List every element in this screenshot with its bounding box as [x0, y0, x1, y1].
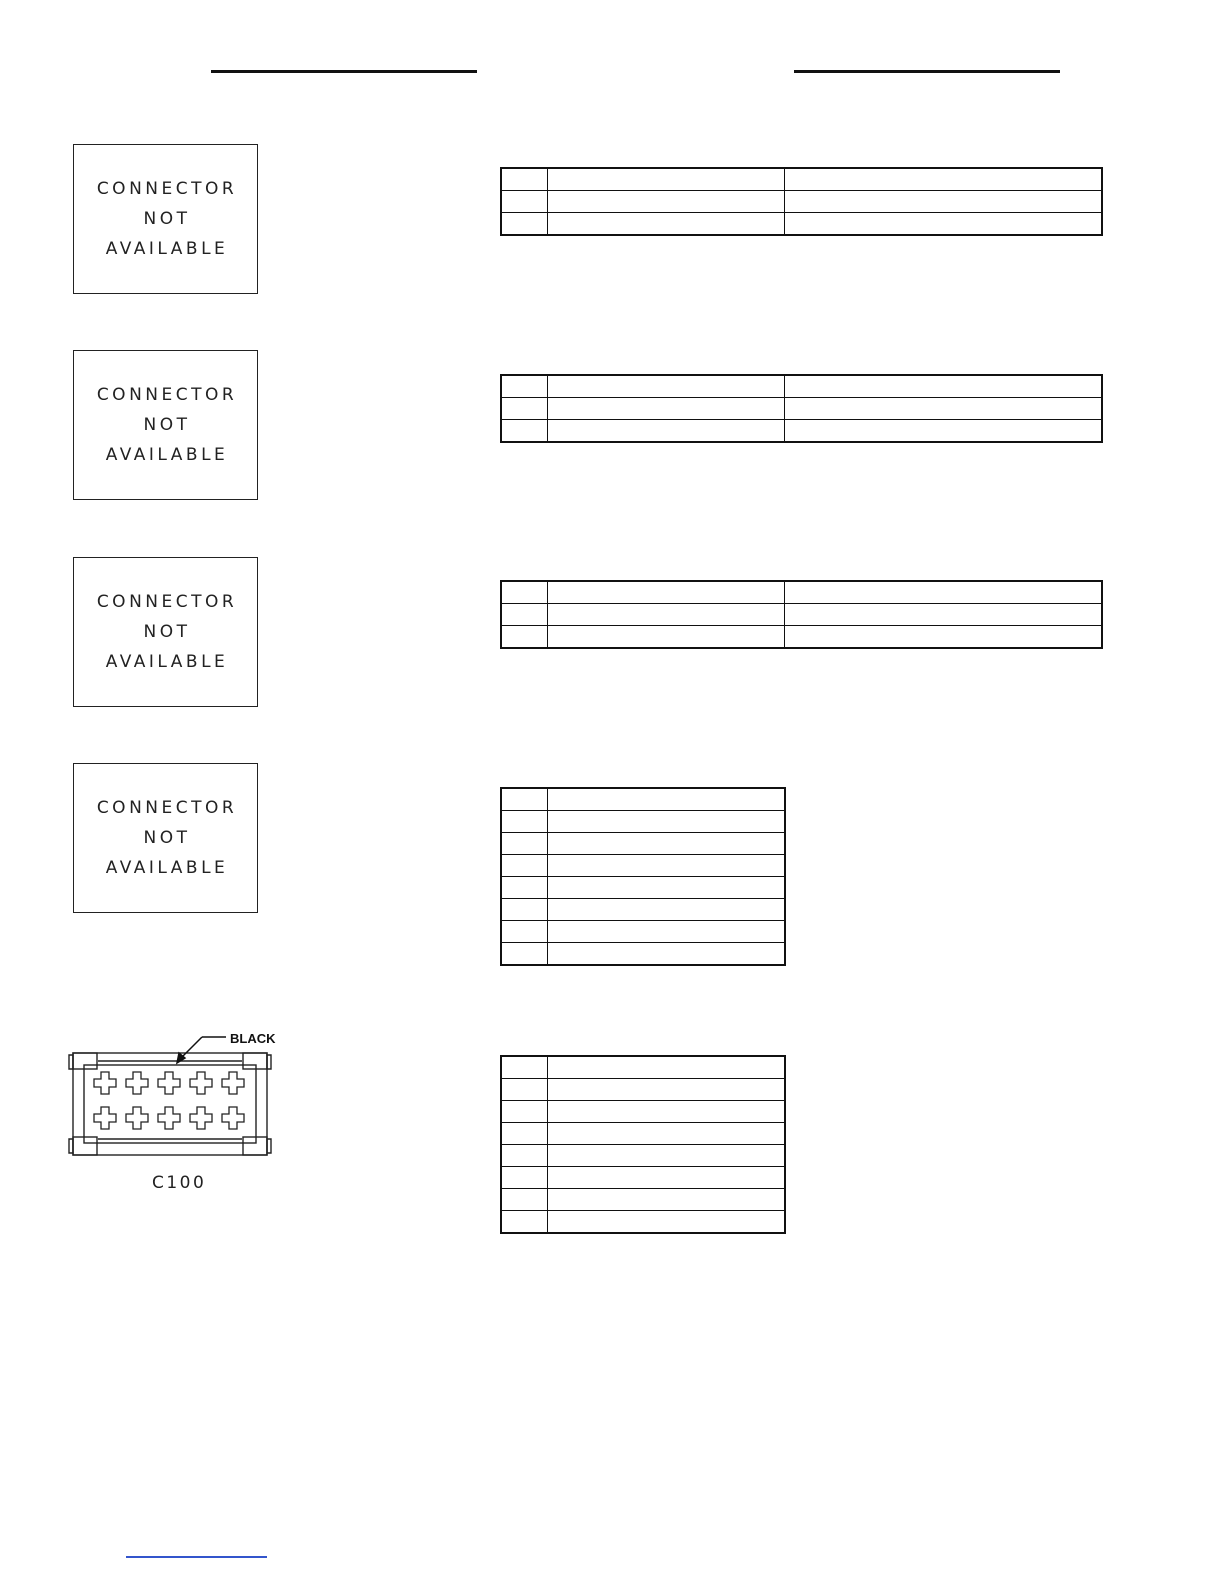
- table-row: [501, 626, 1102, 649]
- header-rule-right: [794, 70, 1060, 73]
- connector-id-label: C100: [152, 1173, 207, 1193]
- pin-table-1: [500, 167, 1103, 236]
- connector-text-line: CONNECTOR: [96, 798, 238, 818]
- connector-text-line: AVAILABLE: [105, 445, 229, 465]
- table-row: [501, 788, 785, 811]
- table-row: [501, 855, 785, 877]
- connector-text-line: NOT: [143, 415, 191, 435]
- table-row: [501, 604, 1102, 626]
- header-rule-left: [211, 70, 477, 73]
- callout-leader: [177, 1037, 226, 1063]
- connector-text-line: AVAILABLE: [105, 239, 229, 259]
- cavity-grid: [94, 1072, 244, 1129]
- connector-not-available-4: [73, 763, 258, 913]
- c100-connector-diagram: [60, 1025, 290, 1165]
- pin-table-5: [500, 1055, 786, 1234]
- connector-text-line: NOT: [143, 622, 191, 642]
- connector-text-line: CONNECTOR: [96, 179, 238, 199]
- pin-table-2: [500, 374, 1103, 443]
- table-row: [501, 1211, 785, 1234]
- connector-not-available-2: [73, 350, 258, 500]
- table-row: [501, 877, 785, 899]
- table-row: [501, 1056, 785, 1079]
- connector-text-line: NOT: [143, 209, 191, 229]
- connector-not-available-3: [73, 557, 258, 707]
- connector-not-available-1: [73, 144, 258, 294]
- table-row: [501, 1189, 785, 1211]
- connector-text-line: AVAILABLE: [105, 652, 229, 672]
- table-row: [501, 398, 1102, 420]
- table-row: [501, 811, 785, 833]
- table-row: [501, 375, 1102, 398]
- footer-link[interactable]: [126, 1556, 267, 1558]
- pin-table-3: [500, 580, 1103, 649]
- table-row: [501, 833, 785, 855]
- connector-text-line: CONNECTOR: [96, 592, 238, 612]
- table-row: [501, 1079, 785, 1101]
- table-row: [501, 921, 785, 943]
- table-row: [501, 581, 1102, 604]
- table-row: [501, 1123, 785, 1145]
- connector-text-line: AVAILABLE: [105, 858, 229, 878]
- connector-text-line: CONNECTOR: [96, 385, 238, 405]
- table-row: [501, 213, 1102, 236]
- pin-table-4: [500, 787, 786, 966]
- table-row: [501, 1167, 785, 1189]
- table-row: [501, 899, 785, 921]
- table-row: [501, 943, 785, 966]
- table-row: [501, 420, 1102, 443]
- connector-text-line: NOT: [143, 828, 191, 848]
- table-row: [501, 1101, 785, 1123]
- table-row: [501, 191, 1102, 213]
- color-callout-label: BLACK: [230, 1031, 276, 1046]
- table-row: [501, 168, 1102, 191]
- table-row: [501, 1145, 785, 1167]
